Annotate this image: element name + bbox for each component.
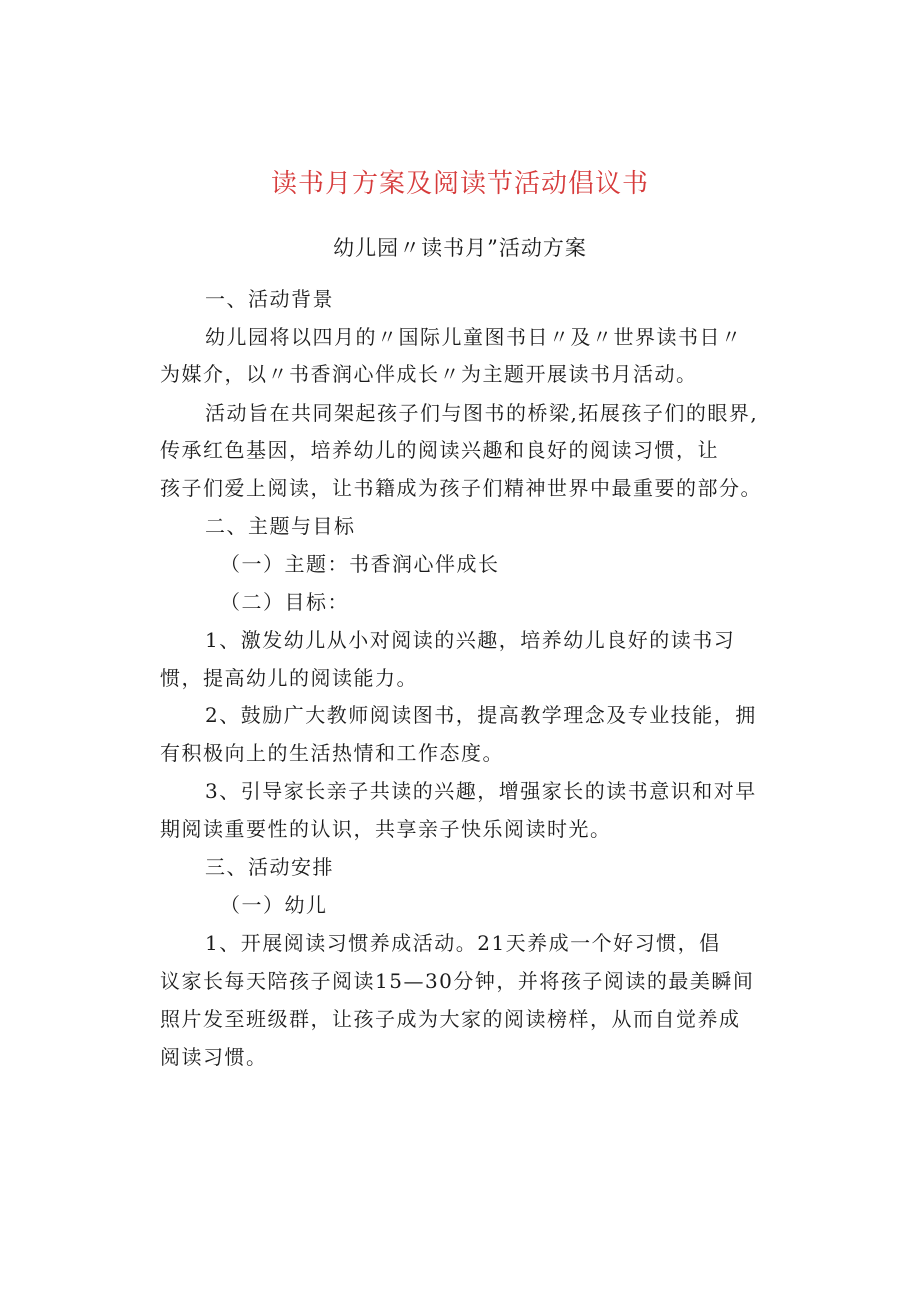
paragraph-line: 2、鼓励广大教师阅读图书，提高教学理念及专业技能，拥 (205, 703, 757, 727)
paragraph-line: 幼儿园将以四月的〃国际儿童图书日〃及〃世界读书日〃 (205, 325, 743, 349)
paragraph-line: 有积极向上的生活热情和工作态度。 (160, 741, 504, 765)
document-subtitle: 幼儿园〃读书月”活动方案 (333, 236, 587, 260)
paragraph-line: 1、开展阅读习惯养成活动。21天养成一个好习惯，倡 (205, 931, 721, 955)
section-heading-background: 一、活动背景 (205, 287, 334, 311)
paragraph-line: 期阅读重要性的认识，共享亲子快乐阅读时光。 (160, 817, 612, 841)
subheading-children: （一）幼儿 (220, 893, 328, 917)
paragraph-line: 传承红色基因，培养幼儿的阅读兴趣和良好的阅读习惯，让 (160, 438, 719, 462)
paragraph-line: 惯，提高幼儿的阅读能力。 (160, 666, 418, 690)
section-heading-goals: 二、主题与目标 (205, 514, 356, 538)
document-title: 读书月方案及阅读节活动倡议书 (270, 169, 649, 199)
paragraph-line: 孩子们爱上阅读，让书籍成为孩子们精神世界中最重要的部分。 (160, 476, 762, 500)
paragraph-line: 活动旨在共同架起孩子们与图书的桥梁,拓展孩子们的眼界, (205, 401, 759, 425)
paragraph-line: 议家长每天陪孩子阅读15—30分钟，并将孩子阅读的最美瞬间 (160, 969, 755, 993)
paragraph-line: 1、激发幼儿从小对阅读的兴趣，培养幼儿良好的读书习 (205, 628, 736, 652)
paragraph-line: 阅读习惯。 (160, 1045, 268, 1069)
section-heading-arrangement: 三、活动安排 (205, 855, 334, 879)
subheading-theme: （一）主题：书香润心伴成长 (220, 552, 500, 576)
paragraph-line: 3、引导家长亲子共读的兴趣，增强家长的读书意识和对早 (205, 779, 757, 803)
paragraph-line: 照片发至班级群，让孩子成为大家的阅读榜样，从而自觉养成 (160, 1007, 741, 1031)
subheading-goals: （二）目标： (220, 590, 349, 614)
paragraph-line: 为媒介，以〃书香润心伴成长〃为主题开展读书月活动。 (160, 362, 698, 386)
